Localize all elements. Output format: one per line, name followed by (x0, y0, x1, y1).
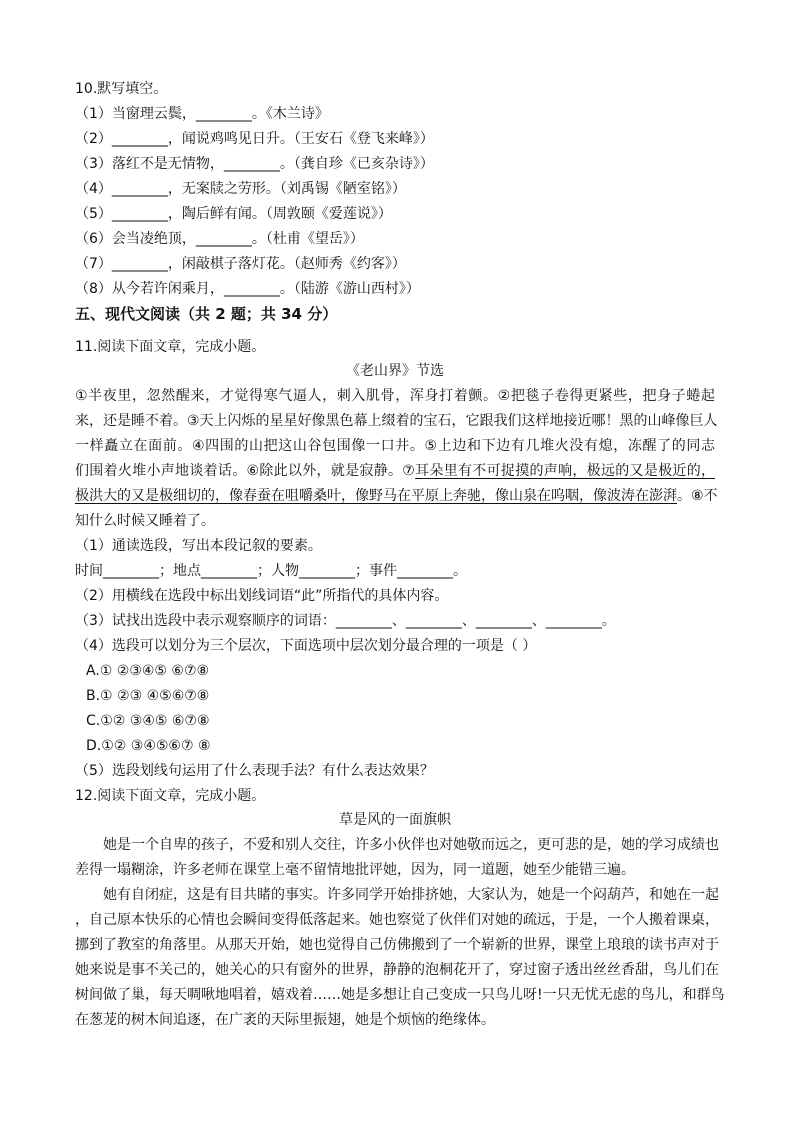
q11-passage-line: 来，还是睡不着。③天上闪烁的星星好像黑色幕上缀着的宝石，它跟我们这样地接近哪！黑的山峰像巨人 (75, 413, 718, 429)
q11-intro: 11.阅读下面文章，完成小题。 (75, 339, 266, 355)
q11-sub-4: （4）选段可以划分为三个层次，下面选项中层次划分最合理的一项是（ ） (75, 638, 537, 654)
q12-passage-title: 草是风的一面旗帜 (339, 812, 451, 828)
q12-passage-line: 树间做了巢，每天啁啾地唱着，嬉戏着……她是多想让自己变成一只鸟儿呀!一只无忧无虑的鸟儿，和群鸟 (75, 987, 725, 1003)
q11-sub-2: （2）用横线在选段中标出划线词语“此”所指代的具体内容。 (75, 588, 449, 604)
underlined-sentence: 极洪大的又是极细切的，像春蚕在咀嚼桑叶，像野马在平原上奔驰，像山泉在呜咽，像波涛在澎湃 (75, 488, 677, 504)
q11-passage-line (75, 461, 715, 481)
q11-passage-line (75, 486, 718, 506)
q11-passage-title: 《老山界》节选 (346, 363, 444, 379)
q10-item-5: （5）________，陶后鲜有闻。（周敦颐《爱莲说》） (75, 206, 392, 222)
q10-item-6: （6）会当凌绝顶，________。（杜甫《望岳》） (75, 231, 364, 247)
q10-title: 10.默写填空。 (75, 81, 168, 97)
q11-sub-1: （1）通读选段，写出本段记叙的要素。 (75, 538, 322, 554)
q10-item-3: （3）落红不是无情物，________。（龚自珍《已亥杂诗》） (75, 156, 434, 172)
q11-sub-3: （3）试找出选段中表示观察顺序的词语：________、________、________、________。 (75, 613, 616, 629)
q12-intro: 12.阅读下面文章，完成小题。 (75, 788, 266, 804)
q11-passage-line: ①半夜里，忽然醒来，才觉得寒气逼人，刺入肌骨，浑身打着颤。②把毯子卷得更紧些，把身子蜷起 (75, 388, 715, 404)
underlined-sentence: 耳朵里有不可捉摸的声响，极远的又是极近的， (415, 463, 715, 479)
q10-item-7: （7）________，闲敲棋子落灯花。（赵师秀《约客》） (75, 256, 406, 272)
q11-sub-1-fill: 时间________；地点________；人物________；事件________。 (75, 563, 467, 579)
q12-passage-line: ，自己原本快乐的心情也会瞬间变得低落起来。她也察觉了伙伴们对她的疏远，于是，一个人搬着课桌， (75, 912, 719, 928)
passage-text: 们围着火堆小声地谈着话。⑥除此以外，就是寂静。⑦ (75, 463, 416, 479)
passage-text: 。⑧不 (677, 488, 718, 504)
q12-passage-line: 她是一个自卑的孩子，不爱和别人交往，许多小伙伴也对她敬而远之，更可悲的是，她的学习成绩也 (103, 837, 719, 853)
q10-item-8: （8）从今若许闲乘月，________。（陆游《游山西村》） (75, 281, 420, 297)
section-heading: 五、现代文阅读（共 2 题；共 34 分） (75, 305, 338, 323)
option-d[interactable]: D.①② ③④⑤⑥⑦ ⑧ (86, 738, 211, 754)
q11-passage-line: 一样矗立在面前。④四围的山把这山谷包围像一口井。⑤上边和下边有几堆火没有熄，冻醒了的同志 (75, 438, 715, 454)
option-c[interactable]: C.①② ③④⑤ ⑥⑦⑧ (86, 713, 210, 729)
q12-passage-line: 在葱茏的树木间追逐，在广袤的天际里振翅，她是个烦恼的绝缘体。 (75, 1012, 495, 1028)
q10-item-4: （4）________，无案牍之劳形。（刘禹锡《陋室铭》） (75, 181, 406, 197)
option-b[interactable]: B.① ②③ ④⑤⑥⑦⑧ (86, 688, 210, 704)
q12-passage-line: 她有自闭症，这是有目共睹的事实。许多同学开始排挤她，大家认为，她是一个闷葫芦，和她在一起 (103, 887, 719, 903)
q11-sub-5: （5）选段划线句运用了什么表现手法？有什么表达效果？ (75, 763, 434, 779)
q12-passage-line: 她来说是事不关己的，她关心的只有窗外的世界，静静的泡桐花开了，穿过窗子透出丝丝香甜，鸟儿们在 (75, 962, 719, 978)
q12-passage-line: 差得一塌糊涂，许多老师在课堂上毫不留情地批评她，因为，同一道题，她至少能错三遍。 (75, 862, 635, 878)
q12-passage-line: 挪到了教室的角落里。从那天开始，她也觉得自己仿佛搬到了一个崭新的世界，课堂上琅琅的读书声对于 (75, 937, 719, 953)
q10-item-1: （1）当窗理云鬓，________。《木兰诗》 (75, 106, 329, 122)
q11-passage-line: 知什么时候又睡着了。 (75, 513, 215, 529)
q10-item-2: （2）________，闻说鸡鸣见日升。（王安石《登飞来峰》） (75, 131, 434, 147)
option-a[interactable]: A.① ②③④⑤ ⑥⑦⑧ (86, 663, 210, 679)
